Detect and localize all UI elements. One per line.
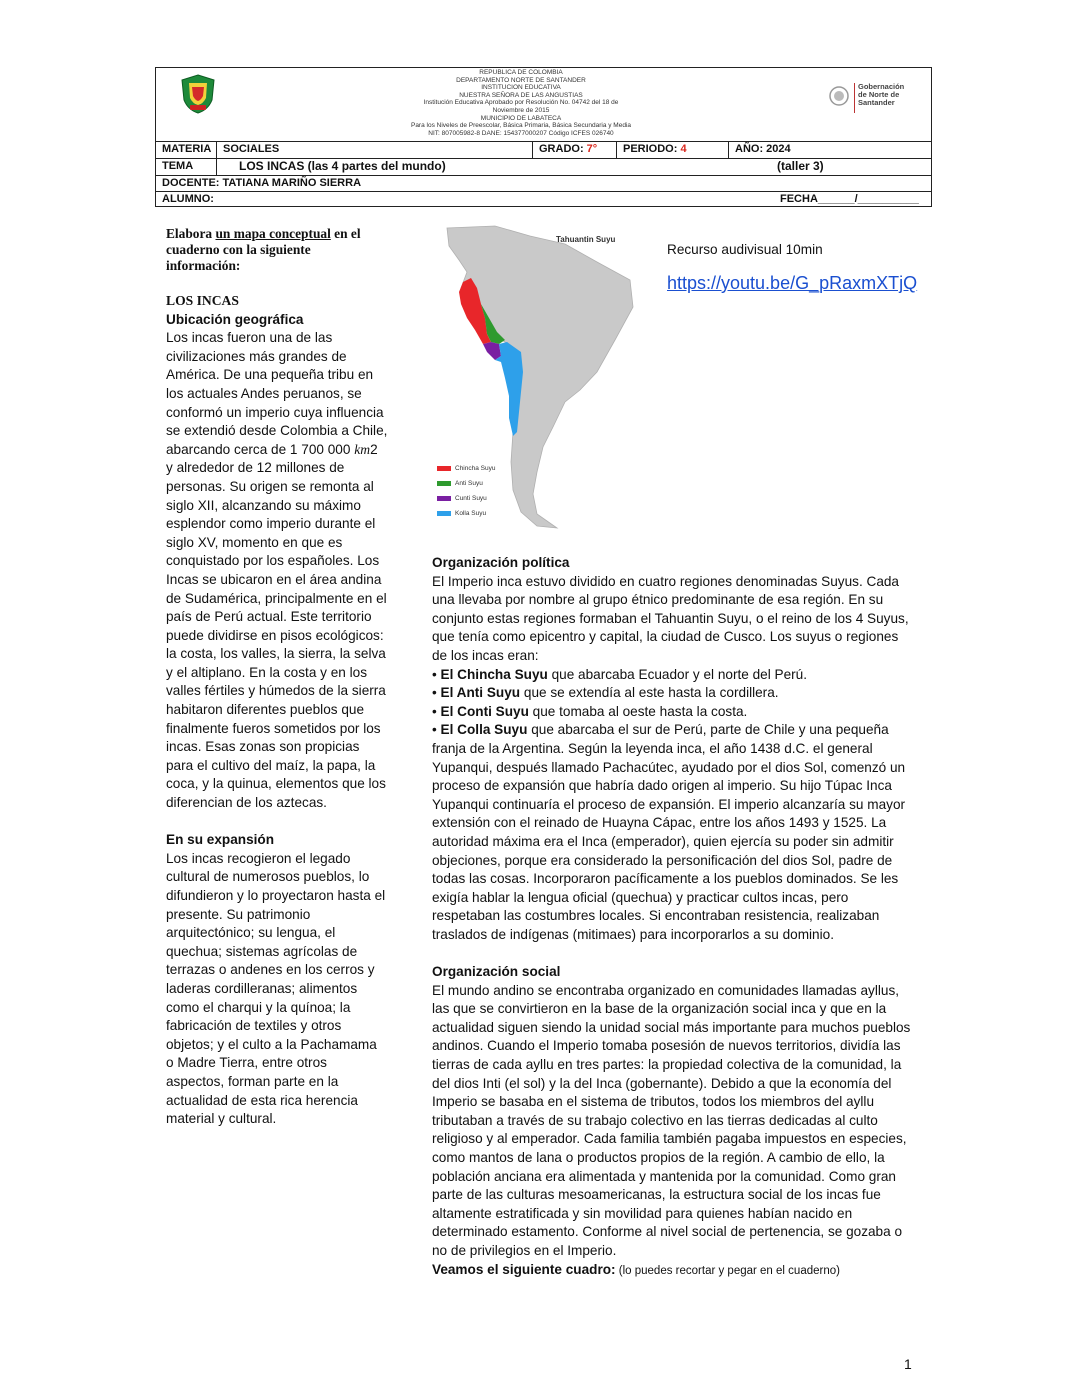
left-column [166,226,388,1129]
legend-swatch-anti [437,481,451,486]
page-number: 1 [904,1356,912,1372]
gobernacion-logo [828,80,908,120]
map-title: Tahuantin Suyu [556,235,616,244]
school-shield-logo [180,74,216,114]
header-line: INSTITUCION EDUCATIVA [481,84,561,92]
institution-header [156,68,931,141]
subheading-ubicacion: Ubicación geográfica [166,311,304,327]
row-tema [156,158,931,175]
header-line: NIT: 807005982-8 DANE: 154377000207 Código ICFES 026740 [428,129,614,137]
subheading-social: Organización social [432,964,561,980]
grado-cell [532,142,616,158]
docente: DOCENTE: TATIANA MARIÑO SIERRA [162,177,362,189]
section-title: LOS INCAS [166,293,239,308]
bullet-item: • El Chincha Suyu que abarcaba Ecuador y el norte del Perú. [432,666,808,682]
header-line: NUESTRA SEÑORA DE LAS ANGUSTIAS [459,91,583,99]
right-column [432,554,916,1280]
legend-swatch-kolla [437,511,451,516]
legend-label: Chincha Suyu [455,465,496,472]
paragraph-ubicacion: Los incas fueron una de las civilizaciones más grandes de América. De una pequeña tribu en los actuales Andes peruanos, se conformó un imperio cuya influencia se extendió desde Colombia a Chile, abarcando cerca de 1 700 000 km2 y alrededor de 12 millones de personas. Su origen se remonta al siglo XII, alcanzando su máximo esplendor como imperio durante el siglo XV, momento en que es conquistado por los españoles. Los Incas se ubicaron en el área andina de Sudamérica, principalmente en el país de Perú actual. Este territorio puede dividirse en pisos ecológicos: la costa, los valles, la sierra, la selva y el altiplano. En la costa y en los valles fértiles y húmedos de la sierra habitaron diferentes pueblos que finalmente fueros sometidos por los incas. Esas zonas son propicias para el cultivo del maíz, la papa, la coca, y la quinua, elementos que los diferencian de los aztecas. [166,330,388,811]
legend-label: Kolla Suyu [455,510,487,517]
alumno-label: ALUMNO: [162,193,214,205]
subheading-expansion: En su expansión [166,832,275,848]
header-line: Para los Niveles de Preescolar, Básica Primaria, Básica Secundaria y Media [410,122,632,130]
header-line: MUNICIPIO DE LABATECA [480,114,562,122]
grado-value: 7° [586,143,598,155]
periodo-label: PERIODO: [623,143,678,155]
tema-value-cell [216,159,932,175]
paragraph-expansion: Los incas recogieron el legado cultural de numerosos pueblos, lo difundieron y lo proyectaron hasta el presente. Su patrimonio arquitectónico; su lengua, el quechua; sistemas agrícolas de terrazas o andenes en los cerros y laderas cordilleranas; alimentos como el charqui y la quínoa; la fabricación de textiles y otros objetos; y el culto a la Pachamama o Madre Tierra, entre otros aspectos, forman parte en la actualidad de esta rica herencia material y cultural. [166,850,386,1127]
institution-lines [356,69,686,137]
logo-text: Santander [858,98,895,107]
bullet-item: • El Colla Suyu que abarcaba el sur de Perú, parte de Chile y una pequeña franja de la Argentina. Según la leyenda inca, el año 1438 d.C. el general Yupanqui, después llamado Pachacútec, ayudado por el dios Sol, comenzó un proceso de expansión que habría dado origen al imperio. Su hijo Túpac Inca Yupanqui continuaría el proceso de expansión. El imperio alcanzaría su mayor extensión con el reinado de Huayna Cápac, entre los años 1493 y 1525. La autoridad máxima era el Inca (emperador), quien ejercía su poder sin admitir objeciones, porque era considerado la personificación del dios Sol, padre de todas las cosas. Incorporaron pacíficamente a los pueblos dominados. Se les exigía hablar la lengua oficial (quechua) y practicar cultos incas, pero respetaban las costumbres locales. Si encontraban resistencia, realizaban traslados de indígenas (mitimaes) para incorporarlos a su dominio. [432,722,906,942]
periodo-cell [616,142,728,158]
logo-text: Gobernación [858,82,905,91]
legend-label: Anti Suyu [455,480,483,487]
concept-map-term: un mapa conceptual [215,226,331,241]
legend-label: Cunti Suyu [455,495,487,502]
legend-swatch-chincha [437,466,451,471]
bullet-item: • El Conti Suyu que tomaba al oeste hasta la costa. [432,703,748,719]
video-link[interactable]: https://youtu.be/G_pRaxmXTjQ [667,273,918,293]
header-line: Noviembre de 2015 [492,106,550,114]
header-line: DEPARTAMENTO NORTE DE SANTANDER [456,76,586,84]
seal-icon [828,84,850,112]
logo-text: de Norte de [858,90,900,99]
bullet-item: • El Anti Suyu que se extendía al este hasta la cordillera. [432,685,779,701]
taller-label: (taller 3) [777,159,824,173]
tema-value: LOS INCAS (las 4 partes del mundo) [239,159,446,173]
south-america-map [425,222,645,540]
row-materia [156,141,931,158]
tema-label: TEMA [162,160,194,172]
resource-label: Recurso audivisual 10min [667,242,823,257]
header-table [155,67,932,207]
anio: AÑO: 2024 [728,142,932,158]
paragraph-social: El mundo andino se encontraba organizado en comunidades llamadas ayllus, las que se convirtieron en la base de la organización social inca y que en la actualidad siguen siendo la unidad social más importante para muchos pueblos andinos. Cuando el Imperio tomaba posesión de nuevos territorios, dividía las tierras de cada ayllu en tres partes: la propiedad colectiva de la comunidad, la del dios Inti (el sol) y la del Inca (gobernante). Debido a que la economía del Imperio se basaba en el sistema de tributos, todos los miembros del ayllu tributaban a través de su trabajo colectivo en las tierras dedicadas al culto religioso y al emperador. Cada familia también pagaba impuestos en especies, como mantos de lana o productos propios de la región. A cambio de ello, la población anciana era alimentada y mantenida por la comunidad. Como gran parte de las culturas mesoamericanas, la estructura social de los incas fue altamente estratificada y sin movilidad para quienes habían nacido en determinado estamento. Conforme al nivel social de pertenencia, se gozaba o no de privilegios en el Imperio. [432,982,911,1258]
grado-label: GRADO: [539,143,584,155]
closing-line: Veamos el siguiente cuadro: (lo puedes recortar y pegar en el cuaderno) [432,1261,840,1277]
subheading-politica: Organización política [432,555,570,570]
tahuantinsuyu-map [425,222,645,540]
periodo-value: 4 [680,143,687,155]
row-alumno [156,191,931,207]
legend-swatch-cunti [437,496,451,501]
paragraph-politica: El Imperio inca estuvo dividido en cuatro regiones denominadas Suyus. Cada una llevaba por nombre al grupo étnico predominante de esa región. En su conjunto estas regiones formaban el Tahuantin Suyu, o el reino de los 4 Suyus, que tenía como epicentro y capital, la ciudad de Cusco. Los suyus o regiones de los incas eran: [432,573,909,663]
row-docente [156,175,931,191]
materia-value: SOCIALES [216,142,532,158]
instruction: Elabora un mapa conceptual en el cuaderno con la siguiente información: [166,226,361,273]
fecha-field: FECHA______/__________ [780,193,919,205]
header-line: Institución Educativa Aprobado por Resolución No. 04742 del 18 de [423,99,619,107]
header-line: REPUBLICA DE COLOMBIA [479,69,563,76]
materia-label: MATERIA [162,143,212,155]
